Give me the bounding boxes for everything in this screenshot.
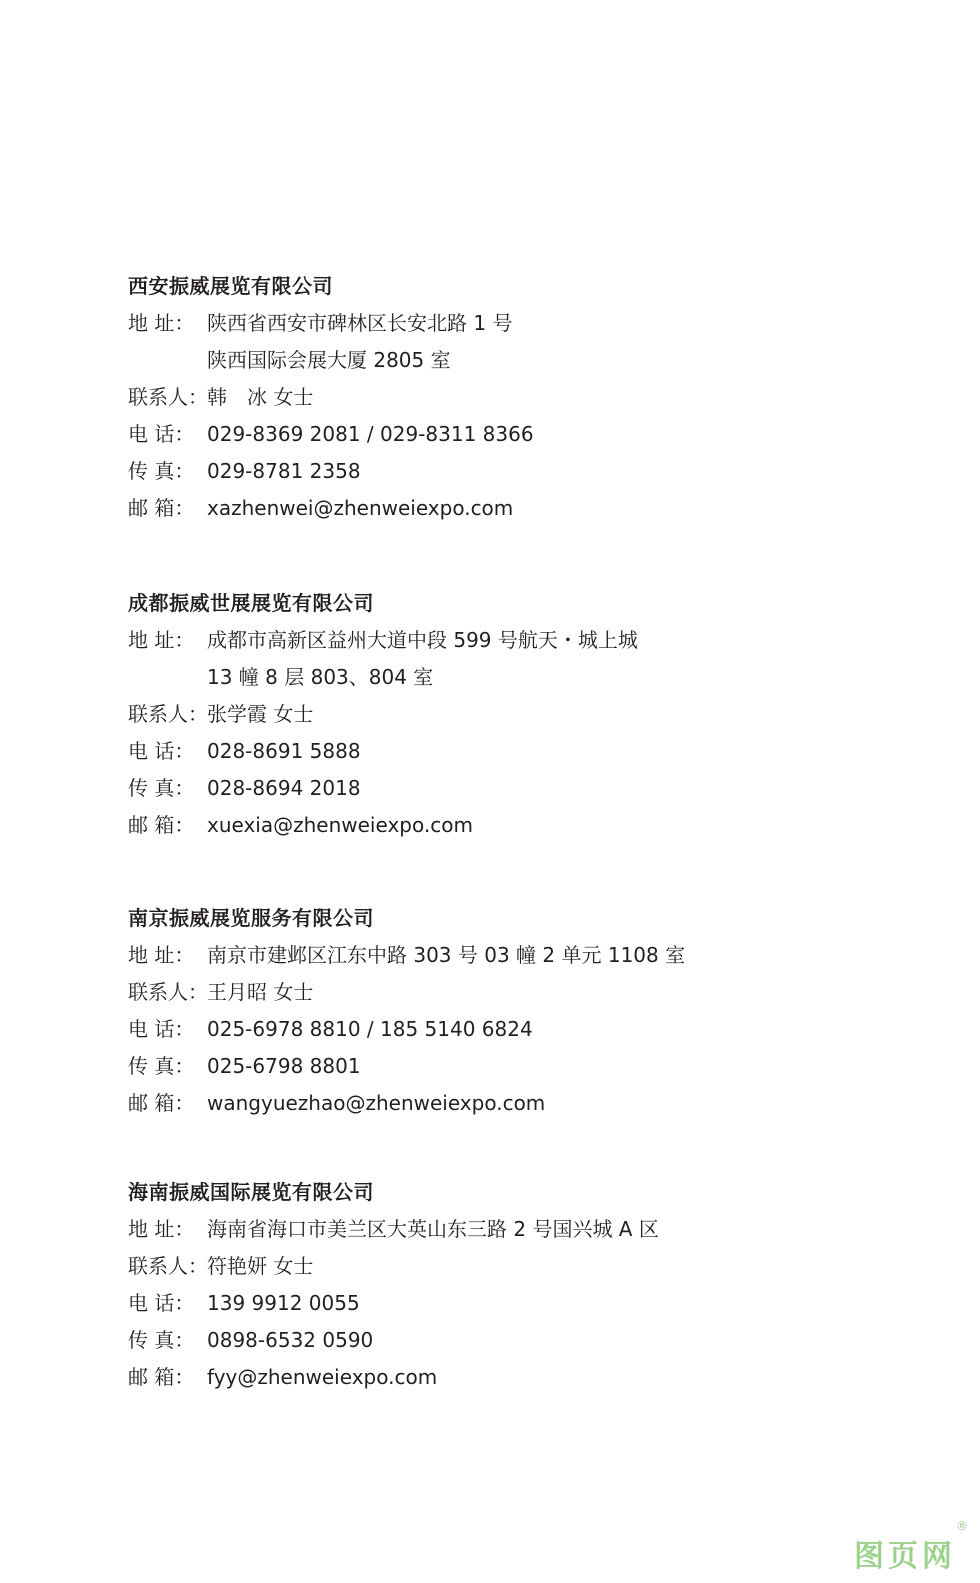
contact-name: 王月昭 女士 <box>207 980 314 1004</box>
phone-label: 电 话： <box>128 1291 195 1315</box>
contact-label: 联系人： <box>128 1254 208 1278</box>
phone-number: 025-6978 8810 / 185 5140 6824 <box>207 1017 533 1041</box>
company-block-xian <box>128 268 888 527</box>
phone-number: 139 9912 0055 <box>207 1291 360 1315</box>
email-address: wangyuezhao@zhenweiexpo.com <box>207 1091 546 1115</box>
contact-row <box>128 379 888 416</box>
email-label: 邮 箱： <box>128 1365 195 1389</box>
fax-label: 传 真： <box>128 1328 195 1352</box>
email-label: 邮 箱： <box>128 1091 195 1115</box>
watermark-logo <box>854 1519 968 1575</box>
email-address: fyy@zhenweiexpo.com <box>207 1365 438 1389</box>
email-address: xazhenwei@zhenweiexpo.com <box>207 496 514 520</box>
address-line-1: 南京市建邺区江东中路 303 号 03 幢 2 单元 1108 室 <box>207 943 686 967</box>
fax-row <box>128 1322 888 1359</box>
company-block-nanjing <box>128 900 888 1122</box>
address-label: 地 址： <box>128 1217 195 1241</box>
address-label: 地 址： <box>128 943 195 967</box>
contact-name: 张学霞 女士 <box>207 702 314 726</box>
address-row-continued <box>128 342 888 379</box>
address-line-2: 陕西国际会展大厦 2805 室 <box>207 348 451 372</box>
phone-label: 电 话： <box>128 422 195 446</box>
fax-row <box>128 1048 888 1085</box>
address-row <box>128 937 888 974</box>
fax-row <box>128 453 888 490</box>
address-row <box>128 622 888 659</box>
fax-number: 028-8694 2018 <box>207 776 361 800</box>
contact-name: 符艳妍 女士 <box>207 1254 314 1278</box>
email-address: xuexia@zhenweiexpo.com <box>207 813 473 837</box>
fax-label: 传 真： <box>128 776 195 800</box>
company-name: 西安振威展览有限公司 <box>128 274 333 298</box>
phone-row <box>128 416 888 453</box>
address-label: 地 址： <box>128 311 195 335</box>
company-name: 南京振威展览服务有限公司 <box>128 906 374 930</box>
watermark-text: 图页网 <box>854 1539 956 1574</box>
contact-row <box>128 696 888 733</box>
fax-row <box>128 770 888 807</box>
phone-number: 028-8691 5888 <box>207 739 361 763</box>
phone-row <box>128 1285 888 1322</box>
company-block-hainan <box>128 1174 888 1396</box>
address-line-1: 海南省海口市美兰区大英山东三路 2 号国兴城 A 区 <box>207 1217 659 1241</box>
phone-number: 029-8369 2081 / 029-8311 8366 <box>207 422 534 446</box>
email-label: 邮 箱： <box>128 496 195 520</box>
fax-number: 025-6798 8801 <box>207 1054 361 1078</box>
fax-label: 传 真： <box>128 459 195 483</box>
fax-number: 0898-6532 0590 <box>207 1328 374 1352</box>
fax-label: 传 真： <box>128 1054 195 1078</box>
phone-row <box>128 1011 888 1048</box>
address-row <box>128 305 888 342</box>
contact-name: 韩 冰 女士 <box>207 385 314 409</box>
address-row <box>128 1211 888 1248</box>
phone-row <box>128 733 888 770</box>
company-name: 海南振威国际展览有限公司 <box>128 1180 374 1204</box>
contact-label: 联系人： <box>128 980 208 1004</box>
address-line-1: 成都市高新区益州大道中段 599 号航天・城上城 <box>207 628 638 652</box>
address-label: 地 址： <box>128 628 195 652</box>
address-row-continued <box>128 659 888 696</box>
phone-label: 电 话： <box>128 739 195 763</box>
company-name: 成都振威世展展览有限公司 <box>128 591 374 615</box>
email-row <box>128 1359 888 1396</box>
contact-row <box>128 974 888 1011</box>
address-line-2: 13 幢 8 层 803、804 室 <box>207 665 434 689</box>
contact-label: 联系人： <box>128 702 208 726</box>
email-row <box>128 1085 888 1122</box>
email-label: 邮 箱： <box>128 813 195 837</box>
email-row <box>128 807 888 844</box>
contact-row <box>128 1248 888 1285</box>
email-row <box>128 490 888 527</box>
phone-label: 电 话： <box>128 1017 195 1041</box>
registered-mark-icon: ® <box>956 1519 968 1533</box>
fax-number: 029-8781 2358 <box>207 459 361 483</box>
company-block-chengdu <box>128 585 888 844</box>
address-line-1: 陕西省西安市碑林区长安北路 1 号 <box>207 311 513 335</box>
contact-label: 联系人： <box>128 385 208 409</box>
